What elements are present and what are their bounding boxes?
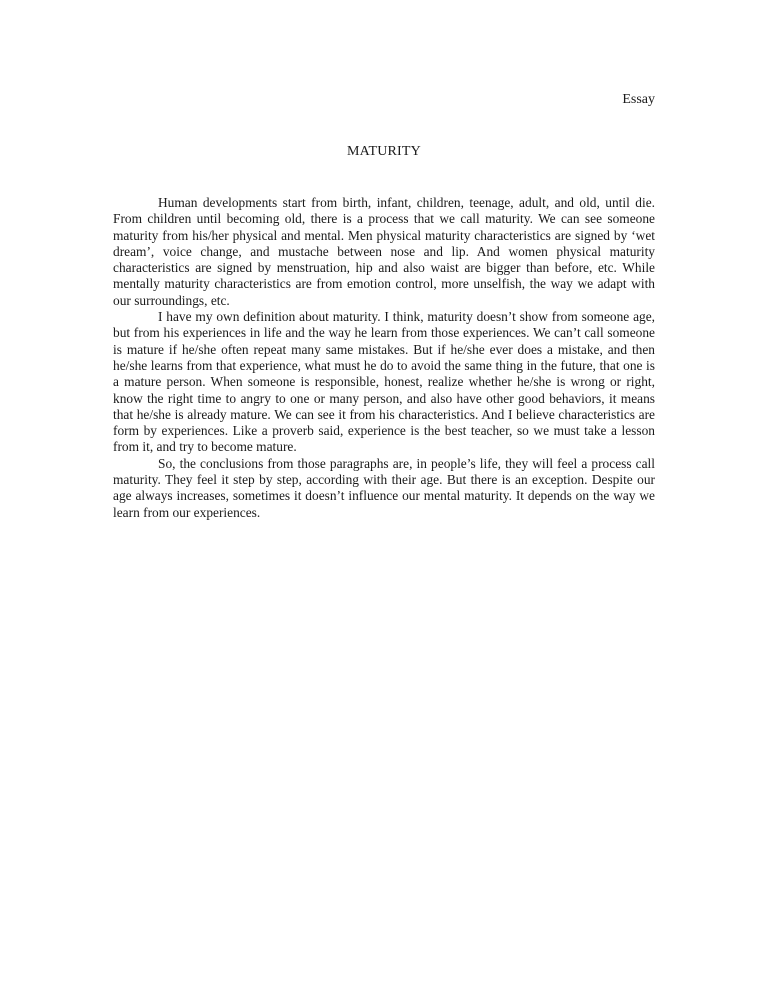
essay-body <box>113 195 655 521</box>
paragraph-3: So, the conclusions from those paragraphs are, in people’s life, they will feel a process call maturity. They feel it step by step, according with their age. But there is an exception. Despite our age always increases, sometimes it doesn’t influence our mental maturity. It depends on the way we learn from our experiences. <box>113 455 655 520</box>
document-title: MATURITY <box>347 144 421 159</box>
document-label: Essay <box>622 92 655 107</box>
paragraph-2: I have my own definition about maturity. I think, maturity doesn’t show from someone age, but from his experiences in life and the way he learn from those experiences. We can’t call someone is mature if he/she often repeat many same mistakes. But if he/she ever does a mistake, and then he/she learns from that experience, what must he do to avoid the same thing in the future, that one is a mature person. When someone is responsible, honest, realize whether he/she is wrong or right, know the right time to angry to one or many person, and also have other good behaviors, it means that he/she is already mature. We can see it from his characteristics. And I believe characteristics are form by experiences. Like a proverb said, experience is the best teacher, so we must take a lesson from it, and try to become mature. <box>113 309 655 455</box>
paragraph-1: Human developments start from birth, infant, children, teenage, adult, and old, until die. From children until becoming old, there is a process that we call maturity. We can see someone maturity from his/her physical and mental. Men physical maturity characteristics are signed by ‘wet dream’, voice change, and mustache between nose and lip. And women physical maturity characteristics are signed by menstruation, hip and also waist are bigger than before, etc. While mentally maturity characteristics are from emotion control, more unselfish, the way we adapt with our surroundings, etc. <box>113 195 655 308</box>
